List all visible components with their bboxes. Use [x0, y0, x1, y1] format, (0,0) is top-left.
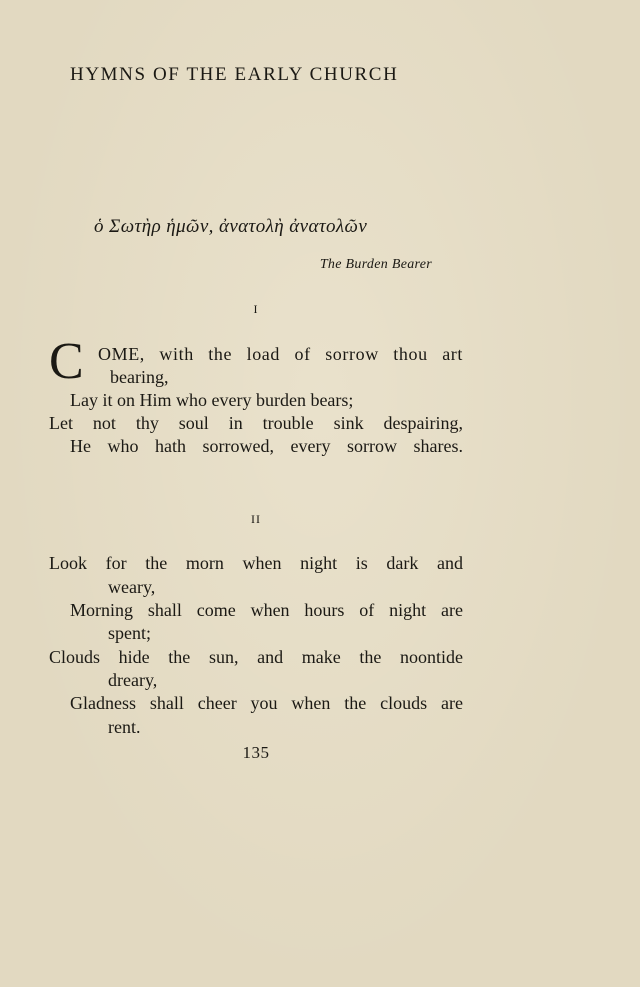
stanza-line: rent.	[108, 717, 141, 737]
stanza-line: bearing,	[110, 367, 169, 387]
drop-cap: C	[49, 333, 84, 390]
stanza-line: Look for the morn when night is dark and	[49, 553, 463, 573]
stanza-number: I	[253, 302, 259, 316]
stanza-line: Gladness shall cheer you when the clouds are	[70, 693, 463, 713]
stanza-line: OME, with the load of sorrow thou art	[98, 344, 463, 364]
stanza-number: II	[251, 512, 261, 526]
stanza-line: Let not thy soul in trouble sink despairing,	[49, 413, 463, 433]
stanza-line: spent;	[108, 623, 151, 643]
stanza-line: Lay it on Him who every burden bears;	[70, 390, 354, 410]
greek-title: ὁ Σωτὴρ ἡμῶν, ἀνατολὴ ἀνατολῶν	[94, 216, 368, 237]
stanza-line: Morning shall come when hours of night are	[70, 600, 463, 620]
page-number: 135	[242, 743, 270, 762]
stanza-line: weary,	[108, 577, 156, 597]
hymn-attribution: The Burden Bearer	[319, 257, 432, 272]
stanza-line: dreary,	[108, 670, 158, 690]
stanza-line: Clouds hide the sun, and make the noontide	[49, 647, 463, 667]
stanza-line: He who hath sorrowed, every sorrow shares.	[70, 436, 463, 456]
running-head: HYMNS OF THE EARLY CHURCH	[70, 64, 399, 85]
